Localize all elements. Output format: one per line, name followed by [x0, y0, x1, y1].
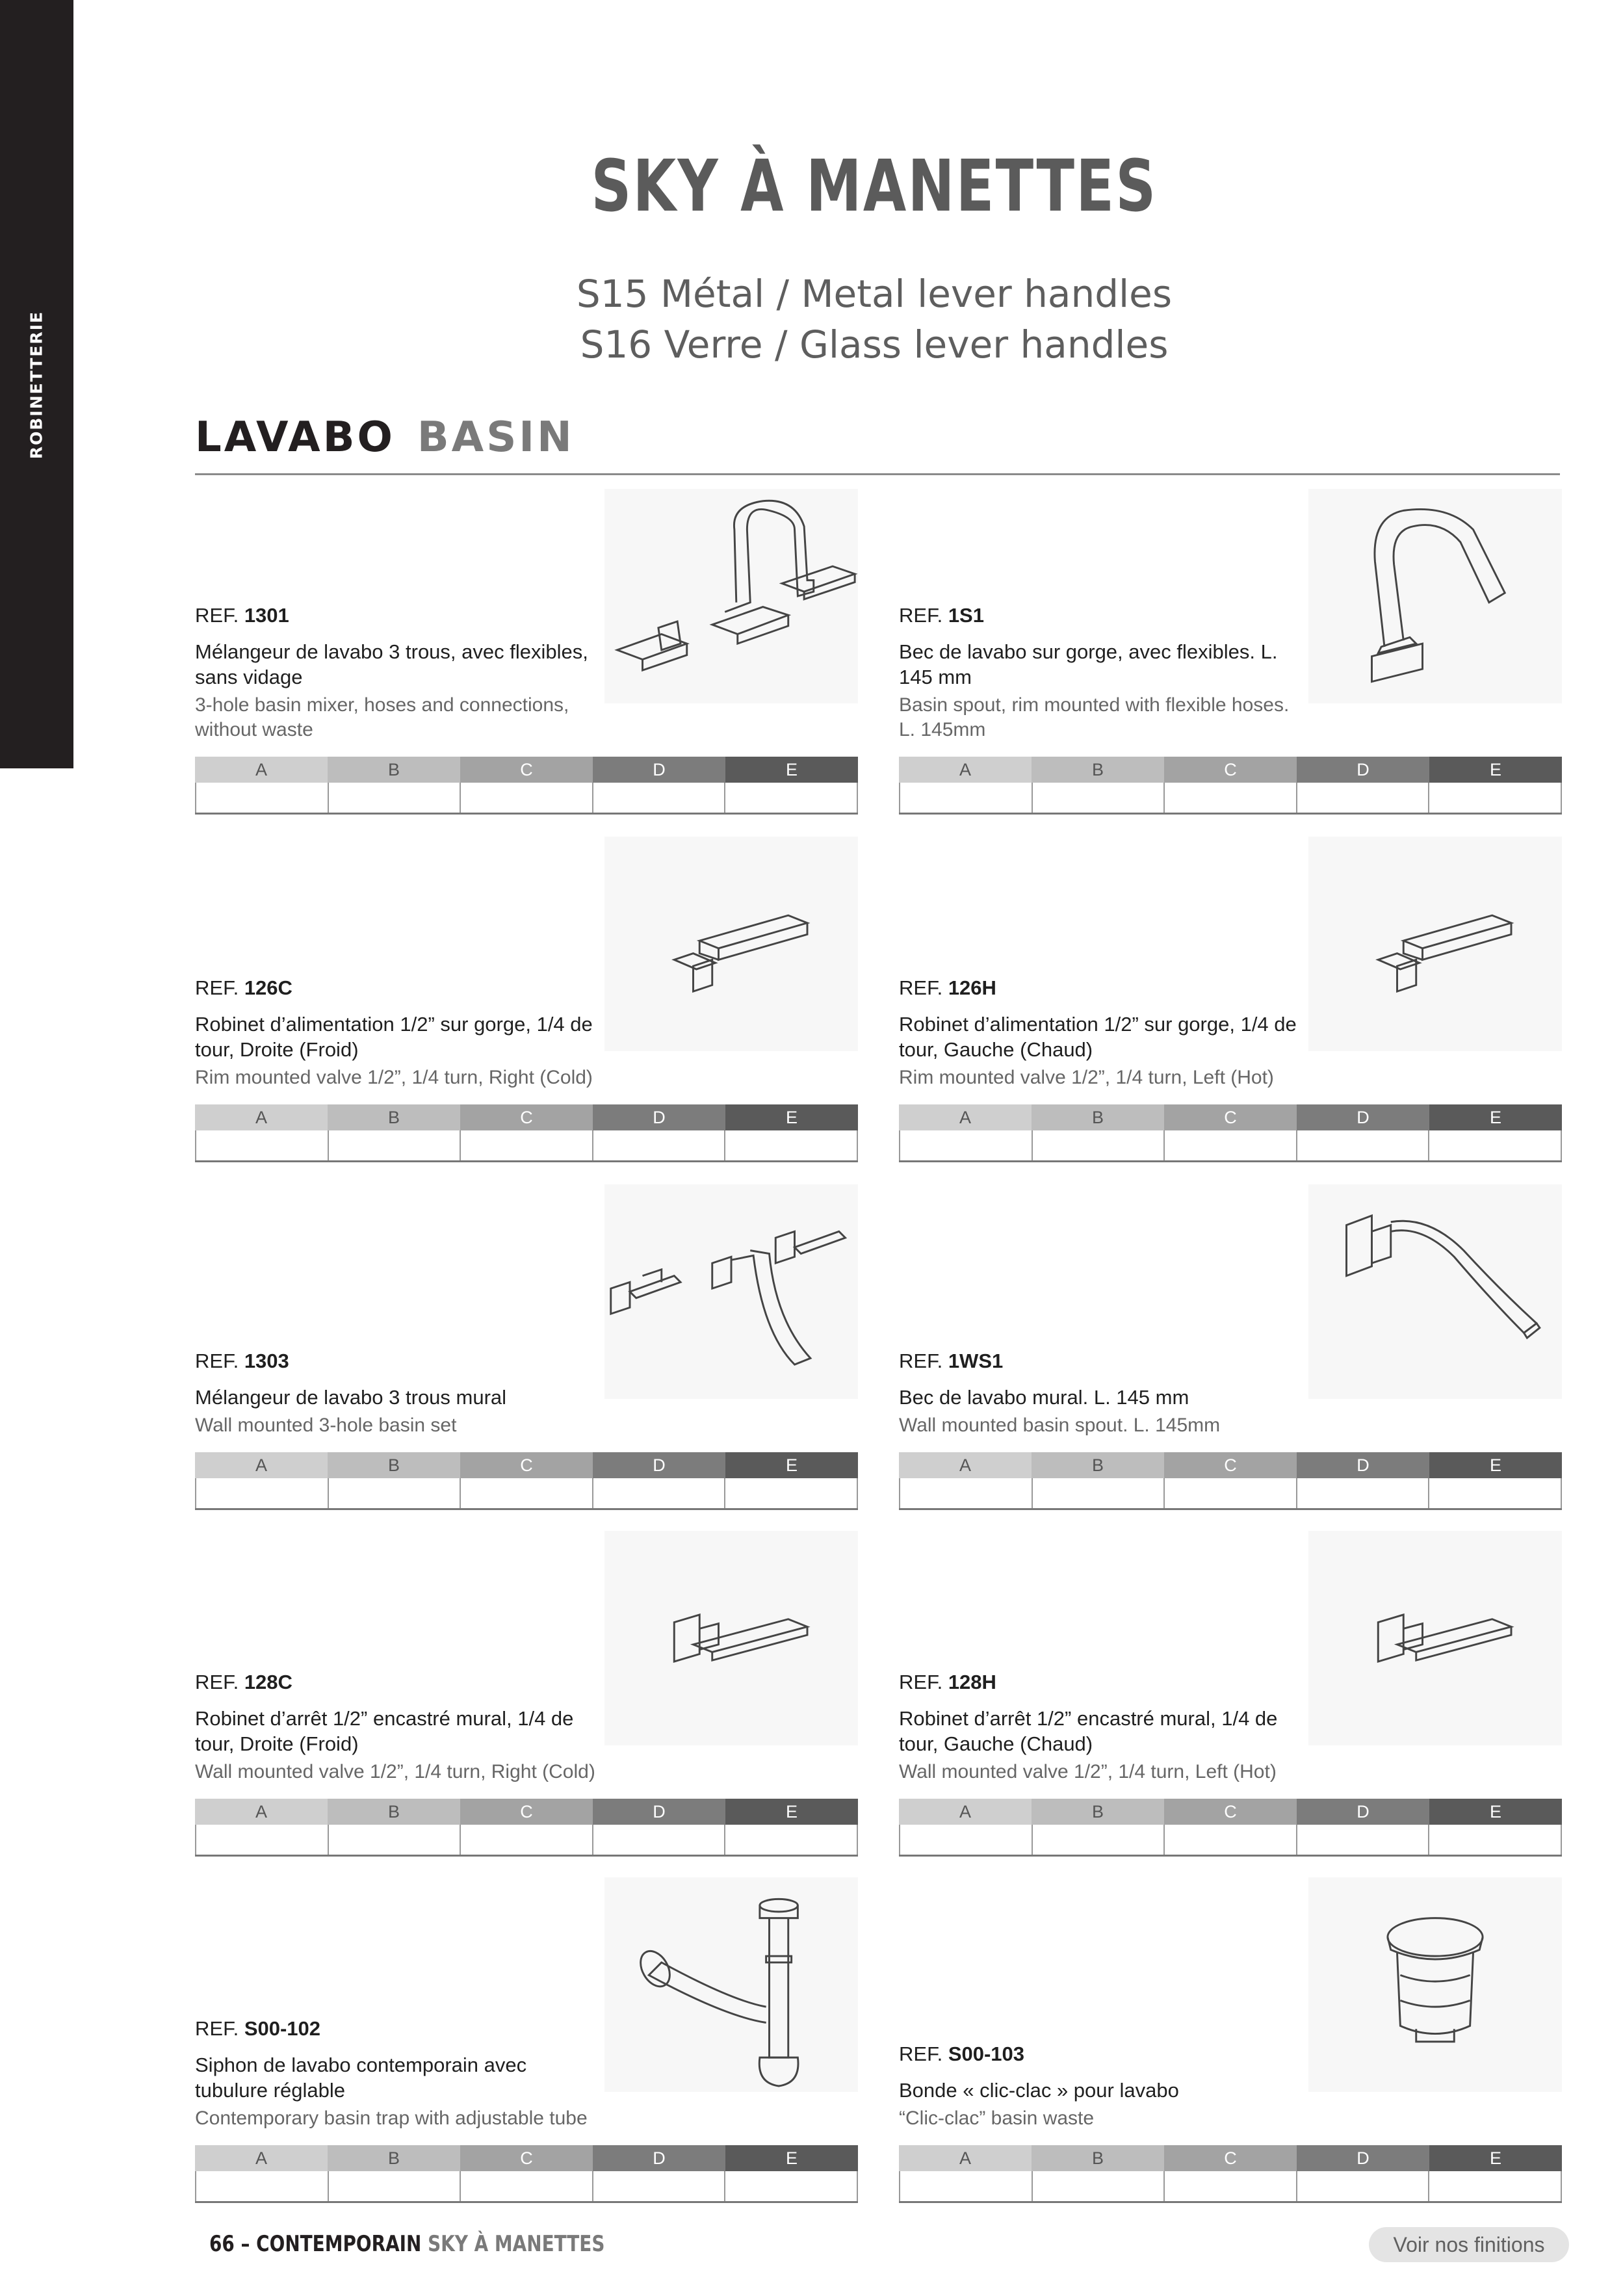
finish-table — [899, 1104, 1562, 1162]
product-description-fr: Bec de lavabo sur gorge, avec flexibles. L. 145 mm — [899, 640, 1278, 688]
footer-category: CONTEMPORAIN — [256, 2231, 422, 2257]
finish-column-b: B — [1032, 1104, 1164, 1130]
ref-number: 128H — [948, 1671, 996, 1693]
finish-column-c: C — [460, 757, 593, 783]
product-photo — [604, 1184, 858, 1399]
product-info — [899, 604, 1302, 742]
finish-entry-row — [195, 1478, 858, 1510]
finish-column-e: E — [1429, 1104, 1562, 1130]
finish-header-row — [899, 757, 1562, 783]
finish-column-c: C — [460, 1799, 593, 1825]
finish-cell-b[interactable] — [328, 1825, 460, 1855]
finish-cell-e[interactable] — [1428, 1478, 1562, 1508]
product-card — [899, 1282, 1562, 1438]
finish-cell-e[interactable] — [724, 1825, 858, 1855]
basin-trap-icon — [604, 1877, 858, 2092]
ref-prefix: REF. — [195, 604, 239, 627]
finish-table — [195, 1799, 858, 1857]
product-info — [195, 2017, 598, 2131]
section-divider — [195, 473, 1560, 475]
finish-cell-e[interactable] — [1428, 2171, 1562, 2201]
subtitle-glass: S16 Verre / Glass lever handles — [580, 322, 1169, 367]
finish-column-d: D — [1297, 2145, 1429, 2171]
finish-cell-c[interactable] — [460, 1478, 592, 1508]
footer-collection: SKY À MANETTES — [428, 2231, 605, 2257]
page-number: 66 — [209, 2231, 235, 2257]
product-photo — [604, 489, 858, 703]
product-card — [195, 934, 858, 1090]
product-ref — [195, 976, 598, 1000]
finish-entry-row — [195, 2171, 858, 2203]
product-photo — [604, 837, 858, 1051]
finish-cell-e[interactable] — [724, 783, 858, 813]
ref-prefix: REF. — [195, 1671, 239, 1693]
finish-table — [899, 2145, 1562, 2203]
finish-cell-d[interactable] — [592, 1130, 725, 1160]
rim-valve-icon — [604, 837, 858, 1051]
product-photo — [604, 1531, 858, 1745]
product-description-en: 3-hole basin mixer, hoses and connections, without waste — [195, 694, 569, 740]
product-info — [899, 1350, 1302, 1438]
finish-table — [899, 1799, 1562, 1857]
finish-column-a: A — [899, 1104, 1032, 1130]
finish-table — [195, 1452, 858, 1510]
ref-prefix: REF. — [899, 1671, 943, 1693]
finish-column-b: B — [328, 2145, 460, 2171]
wall-valve-icon — [1308, 1531, 1562, 1745]
finish-cell-c[interactable] — [1163, 1130, 1296, 1160]
product-description-fr: Mélangeur de lavabo 3 trous mural — [195, 1386, 507, 1409]
ref-number: 1WS1 — [948, 1350, 1004, 1372]
finish-column-c: C — [1164, 757, 1297, 783]
finish-column-d: D — [1297, 1799, 1429, 1825]
ref-prefix: REF. — [899, 976, 943, 999]
section-heading — [195, 413, 575, 462]
product-description-en: Wall mounted valve 1/2”, 1/4 turn, Left (Hot) — [899, 1761, 1277, 1782]
product-description-en: Basin spout, rim mounted with flexible hoses. L. 145mm — [899, 694, 1290, 740]
finish-column-d: D — [593, 1104, 725, 1130]
product-ref — [195, 1671, 598, 1694]
ref-prefix: REF. — [899, 604, 943, 627]
finish-column-b: B — [1032, 2145, 1164, 2171]
finish-cell-d[interactable] — [592, 1825, 725, 1855]
finish-column-d: D — [593, 1452, 725, 1478]
page-title: SKY À MANETTES — [591, 144, 1158, 228]
product-photo — [1308, 489, 1562, 703]
finish-column-e: E — [725, 757, 858, 783]
finish-column-a: A — [899, 1452, 1032, 1478]
finish-header-row — [195, 757, 858, 783]
ref-prefix: REF. — [195, 2017, 239, 2040]
finish-entry-row — [195, 1825, 858, 1857]
finish-cell-e[interactable] — [1428, 1825, 1562, 1855]
finish-cell-d[interactable] — [1296, 1825, 1429, 1855]
finish-cell-b[interactable] — [328, 2171, 460, 2201]
finish-cell-a[interactable] — [195, 2171, 328, 2201]
finish-cell-c[interactable] — [1163, 1478, 1296, 1508]
finish-header-row — [899, 2145, 1562, 2171]
finish-column-d: D — [1297, 1452, 1429, 1478]
product-info — [195, 604, 598, 742]
product-description-fr: Robinet d’alimentation 1/2” sur gorge, 1/4 de tour, Gauche (Chaud) — [899, 1013, 1297, 1061]
product-ref — [899, 604, 1302, 627]
product-description-fr: Robinet d’arrêt 1/2” encastré mural, 1/4 de tour, Gauche (Chaud) — [899, 1707, 1278, 1755]
product-ref — [899, 1671, 1302, 1694]
finish-entry-row — [899, 783, 1562, 815]
finish-table — [195, 1104, 858, 1162]
finish-header-row — [195, 1452, 858, 1478]
product-info — [899, 1671, 1302, 1784]
finish-cell-a[interactable] — [195, 1130, 328, 1160]
finish-column-c: C — [1164, 1452, 1297, 1478]
finish-cell-b[interactable] — [328, 783, 460, 813]
finish-column-e: E — [725, 1104, 858, 1130]
wall-valve-icon — [604, 1531, 858, 1745]
click-clack-waste-icon — [1308, 1877, 1562, 2092]
finish-header-row — [899, 1799, 1562, 1825]
finish-column-b: B — [1032, 1452, 1164, 1478]
finish-table — [195, 2145, 858, 2203]
section-heading-fr: LAVABO — [195, 413, 395, 462]
rim-valve-icon — [1308, 837, 1562, 1051]
product-description-en: Contemporary basin trap with adjustable tube — [195, 2107, 588, 2129]
product-info — [195, 1350, 598, 1438]
page-footer — [209, 2231, 604, 2257]
basin-spout-icon — [1308, 489, 1562, 703]
product-card — [899, 934, 1562, 1090]
product-photo — [604, 1877, 858, 2092]
finish-cell-c[interactable] — [460, 1825, 592, 1855]
finish-cell-c[interactable] — [460, 783, 592, 813]
finish-column-b: B — [328, 1452, 460, 1478]
finish-column-a: A — [195, 2145, 328, 2171]
finish-cell-a[interactable] — [899, 783, 1032, 813]
finish-cell-d[interactable] — [592, 1478, 725, 1508]
finish-header-row — [195, 1104, 858, 1130]
finish-entry-row — [195, 1130, 858, 1162]
subtitle-metal: S15 Métal / Metal lever handles — [576, 272, 1173, 316]
finish-cell-a[interactable] — [195, 783, 328, 813]
ref-number: 126H — [948, 976, 996, 999]
finish-column-c: C — [1164, 1799, 1297, 1825]
finish-column-e: E — [1429, 1799, 1562, 1825]
product-card — [899, 586, 1562, 742]
finish-cell-d[interactable] — [1296, 783, 1429, 813]
basin-mixer-3-hole-icon — [604, 489, 858, 703]
finish-cell-d[interactable] — [1296, 1478, 1429, 1508]
finish-column-c: C — [460, 2145, 593, 2171]
ref-prefix: REF. — [899, 1350, 943, 1372]
section-heading-en: BASIN — [417, 413, 575, 462]
product-card — [899, 1975, 1562, 2131]
product-card — [195, 586, 858, 742]
finish-column-d: D — [1297, 757, 1429, 783]
ref-number: 128C — [244, 1671, 292, 1693]
product-description-fr: Mélangeur de lavabo 3 trous, avec flexibles, sans vidage — [195, 640, 588, 688]
product-card — [195, 1282, 858, 1438]
wall-basin-set-icon — [604, 1184, 858, 1399]
finish-entry-row — [899, 1478, 1562, 1510]
product-ref — [195, 2017, 598, 2041]
finish-entry-row — [899, 1130, 1562, 1162]
product-info — [899, 2042, 1302, 2131]
product-card — [195, 1975, 858, 2131]
finish-column-d: D — [593, 757, 725, 783]
finish-cell-b[interactable] — [1032, 1478, 1164, 1508]
product-description-en: Wall mounted basin spout. L. 145mm — [899, 1415, 1221, 1436]
finish-column-d: D — [1297, 1104, 1429, 1130]
ref-prefix: REF. — [195, 976, 239, 999]
product-ref — [899, 2042, 1302, 2066]
finish-column-a: A — [899, 2145, 1032, 2171]
product-photo — [1308, 1531, 1562, 1745]
finish-cell-d[interactable] — [1296, 2171, 1429, 2201]
finish-cell-d[interactable] — [1296, 1130, 1429, 1160]
ref-number: S00-103 — [948, 2042, 1025, 2065]
ref-number: 126C — [244, 976, 292, 999]
finish-cell-a[interactable] — [899, 1825, 1032, 1855]
view-finishes-button[interactable]: Voir nos finitions — [1369, 2227, 1569, 2262]
finish-cell-e[interactable] — [724, 1478, 858, 1508]
finish-cell-c[interactable] — [460, 1130, 592, 1160]
finish-cell-c[interactable] — [1163, 2171, 1296, 2201]
product-description-en: Rim mounted valve 1/2”, 1/4 turn, Right (Cold) — [195, 1067, 593, 1088]
product-ref — [195, 1350, 598, 1373]
ref-prefix: REF. — [195, 1350, 239, 1372]
finish-column-a: A — [195, 1452, 328, 1478]
product-info — [195, 1671, 598, 1784]
finish-column-c: C — [1164, 2145, 1297, 2171]
finish-cell-e[interactable] — [724, 2171, 858, 2201]
finish-cell-c[interactable] — [460, 2171, 592, 2201]
product-description-en: Wall mounted valve 1/2”, 1/4 turn, Right (Cold) — [195, 1761, 595, 1782]
finish-cell-a[interactable] — [899, 1130, 1032, 1160]
finish-column-a: A — [195, 1799, 328, 1825]
finish-cell-c[interactable] — [1163, 1825, 1296, 1855]
footer-separator: – — [240, 2231, 250, 2257]
product-ref — [899, 976, 1302, 1000]
product-photo — [1308, 1184, 1562, 1399]
finish-column-a: A — [899, 1799, 1032, 1825]
ref-number: 1303 — [244, 1350, 289, 1372]
finish-column-d: D — [593, 2145, 725, 2171]
product-card — [899, 1628, 1562, 1784]
side-tab — [0, 0, 73, 768]
finish-column-a: A — [899, 757, 1032, 783]
finish-cell-d[interactable] — [592, 783, 725, 813]
finish-cell-b[interactable] — [1032, 783, 1164, 813]
finish-column-b: B — [328, 1799, 460, 1825]
side-tab-label: ROBINETTERIE — [27, 310, 46, 460]
finish-column-e: E — [1429, 757, 1562, 783]
finish-header-row — [899, 1452, 1562, 1478]
finish-column-c: C — [460, 1104, 593, 1130]
finish-cell-e[interactable] — [1428, 783, 1562, 813]
finish-column-b: B — [1032, 757, 1164, 783]
product-card — [195, 1628, 858, 1784]
product-photo — [1308, 1877, 1562, 2092]
finish-column-b: B — [1032, 1799, 1164, 1825]
finish-header-row — [195, 1799, 858, 1825]
finish-table — [195, 757, 858, 815]
product-description-fr: Robinet d’arrêt 1/2” encastré mural, 1/4 de tour, Droite (Froid) — [195, 1707, 574, 1755]
ref-prefix: REF. — [899, 2042, 943, 2065]
product-info — [195, 976, 598, 1090]
product-description-en: Rim mounted valve 1/2”, 1/4 turn, Left (Hot) — [899, 1067, 1274, 1088]
product-ref — [899, 1350, 1302, 1373]
finish-column-a: A — [195, 1104, 328, 1130]
ref-number: 1301 — [244, 604, 289, 627]
finish-cell-a[interactable] — [195, 1478, 328, 1508]
finish-cell-b[interactable] — [328, 1130, 460, 1160]
finish-column-c: C — [1164, 1104, 1297, 1130]
finish-column-e: E — [1429, 2145, 1562, 2171]
finish-entry-row — [899, 1825, 1562, 1857]
product-description-fr: Bec de lavabo mural. L. 145 mm — [899, 1386, 1189, 1409]
finish-entry-row — [195, 783, 858, 815]
finish-cell-a[interactable] — [899, 1478, 1032, 1508]
finish-cell-a[interactable] — [195, 1825, 328, 1855]
finish-column-c: C — [460, 1452, 593, 1478]
finish-table — [899, 1452, 1562, 1510]
finish-cell-b[interactable] — [1032, 1825, 1164, 1855]
finish-column-e: E — [725, 1799, 858, 1825]
finish-cell-b[interactable] — [1032, 2171, 1164, 2201]
finish-cell-e[interactable] — [1428, 1130, 1562, 1160]
finish-header-row — [195, 2145, 858, 2171]
product-info — [899, 976, 1302, 1090]
wall-spout-icon — [1308, 1184, 1562, 1399]
finish-entry-row — [899, 2171, 1562, 2203]
product-description-fr: Siphon de lavabo contemporain avec tubulure réglable — [195, 2054, 527, 2102]
finish-cell-c[interactable] — [1163, 783, 1296, 813]
product-description-fr: Robinet d’alimentation 1/2” sur gorge, 1/4 de tour, Droite (Froid) — [195, 1013, 593, 1061]
ref-number: 1S1 — [948, 604, 984, 627]
finish-column-a: A — [195, 757, 328, 783]
finish-column-d: D — [593, 1799, 725, 1825]
finish-column-e: E — [1429, 1452, 1562, 1478]
product-ref — [195, 604, 598, 627]
product-description-fr: Bonde « clic-clac » pour lavabo — [899, 2079, 1179, 2102]
product-description-en: Wall mounted 3-hole basin set — [195, 1415, 457, 1436]
finish-cell-b[interactable] — [1032, 1130, 1164, 1160]
finish-column-e: E — [725, 1452, 858, 1478]
finish-table — [899, 757, 1562, 815]
finish-column-b: B — [328, 757, 460, 783]
finish-column-b: B — [328, 1104, 460, 1130]
ref-number: S00-102 — [244, 2017, 321, 2040]
product-description-en: “Clic-clac” basin waste — [899, 2107, 1095, 2129]
finish-cell-b[interactable] — [328, 1478, 460, 1508]
finish-cell-a[interactable] — [899, 2171, 1032, 2201]
finish-column-e: E — [725, 2145, 858, 2171]
finish-header-row — [899, 1104, 1562, 1130]
product-photo — [1308, 837, 1562, 1051]
finish-cell-e[interactable] — [724, 1130, 858, 1160]
finish-cell-d[interactable] — [592, 2171, 725, 2201]
